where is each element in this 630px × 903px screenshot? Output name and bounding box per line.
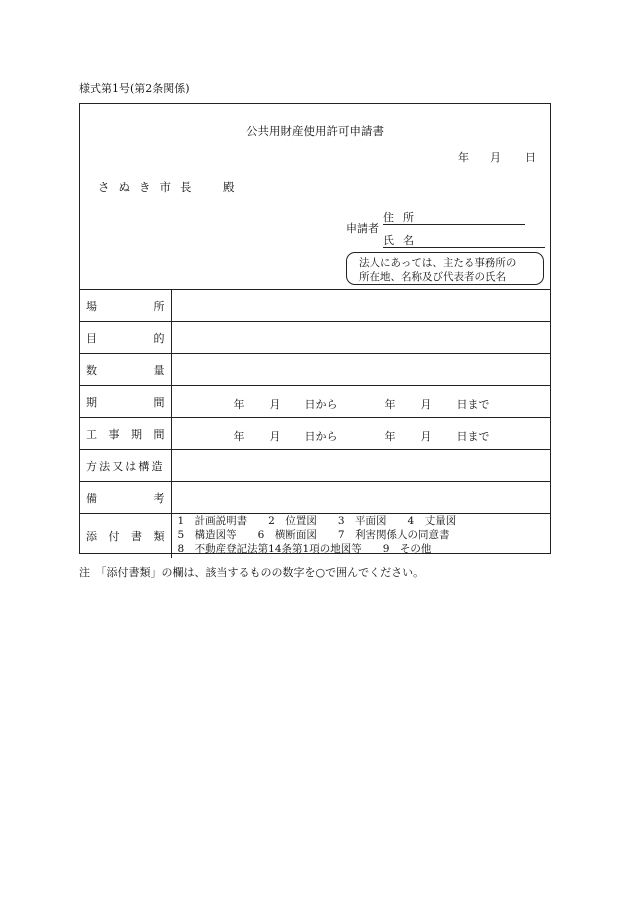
applicant-name-label: 氏名 <box>383 234 423 247</box>
period-start-year: 年 <box>233 398 245 411</box>
label-char: 目 <box>86 331 97 345</box>
construction-end-year: 年 <box>384 430 396 443</box>
field-value-method-structure[interactable] <box>171 450 550 482</box>
table-row <box>80 514 550 559</box>
construction-start-day: 日から <box>304 430 338 443</box>
label-char: 書 <box>131 530 142 543</box>
field-label-method-structure <box>80 450 171 482</box>
label-char: 数 <box>86 363 97 377</box>
field-value-attachments[interactable] <box>171 514 550 559</box>
form-title: 公共用財産使用許可申請書 <box>246 124 384 138</box>
applicant-address-label: 住所 <box>383 211 423 224</box>
construction-start-month: 月 <box>269 430 281 443</box>
label-char: 工 <box>86 427 97 441</box>
label-char: 所 <box>153 299 165 313</box>
label-char: 考 <box>153 491 165 505</box>
corporate-note-line-1: 法人にあっては、主たる事務所の <box>359 257 517 269</box>
construction-end-day: 日まで <box>456 430 490 443</box>
label-char: 期 <box>131 427 142 441</box>
label-char: 方 <box>86 459 99 473</box>
field-value-remarks[interactable] <box>171 482 550 514</box>
label-char: 的 <box>153 331 165 345</box>
label-char: 構 <box>138 459 152 473</box>
field-label-remarks <box>80 482 171 514</box>
period-start-month: 月 <box>269 398 281 411</box>
corporate-note-bracket <box>346 252 544 285</box>
field-value-purpose[interactable] <box>171 322 550 354</box>
honorific: 殿 <box>223 180 235 194</box>
label-char: は <box>125 459 139 473</box>
form-number-label: 様式第1号(第2条関係) <box>79 82 190 95</box>
field-label-location <box>80 290 171 322</box>
label-char: 間 <box>153 427 165 441</box>
field-label-purpose <box>80 322 171 354</box>
applicant-label: 申請者 <box>346 222 379 235</box>
attachment-options-line-3: 8 不動産登記法第14条第1項の地図等 9 その他 <box>177 543 432 555</box>
field-label-period <box>80 386 171 418</box>
label-char: 造 <box>151 459 165 473</box>
label-char: 間 <box>153 395 165 409</box>
label-char: 法 <box>99 459 113 473</box>
label-char: 添 <box>86 530 97 543</box>
table-row <box>80 450 550 482</box>
field-value-location[interactable] <box>171 290 550 322</box>
field-label-quantity <box>80 354 171 386</box>
date-year-label: 年 <box>458 151 469 164</box>
footnote: 注 「添付書類」の欄は、該当するものの数字を○で囲んでください。 <box>79 566 425 579</box>
address-underline <box>383 224 525 225</box>
field-label-construction-period <box>80 418 171 450</box>
table-row <box>80 482 550 514</box>
table-row <box>80 290 550 322</box>
table-row <box>80 386 550 418</box>
attachment-options-line-2: 5 構造図等 6 横断面図 7 利害関係人の同意書 <box>177 529 450 541</box>
table-row <box>80 354 550 386</box>
field-value-period[interactable] <box>171 386 550 418</box>
construction-end-month: 月 <box>420 430 432 443</box>
period-end-day: 日まで <box>456 398 490 411</box>
period-start-day: 日から <box>304 398 338 411</box>
label-char: 又 <box>112 459 126 473</box>
field-value-quantity[interactable] <box>171 354 550 386</box>
period-end-month: 月 <box>420 398 432 411</box>
addressee: さぬき市長 <box>98 180 201 194</box>
corporate-note-line-2: 所在地、名称及び代表者の氏名 <box>359 271 506 283</box>
construction-start-year: 年 <box>233 430 245 443</box>
period-end-year: 年 <box>384 398 396 411</box>
field-label-attachments <box>80 514 171 559</box>
label-char: 付 <box>108 530 120 543</box>
table-row <box>80 322 550 354</box>
table-row <box>80 418 550 450</box>
form-fields-table <box>80 289 550 558</box>
label-char: 期 <box>86 395 97 409</box>
application-form <box>79 103 551 554</box>
field-value-construction-period[interactable] <box>171 418 550 450</box>
label-char: 類 <box>153 530 165 543</box>
attachment-options-line-1: 1 計画説明書 2 位置図 3 平面図 4 丈量図 <box>177 515 457 527</box>
label-char: 場 <box>86 299 97 313</box>
label-char: 事 <box>108 427 120 441</box>
date-month-label: 月 <box>490 151 501 164</box>
label-char: 備 <box>86 491 97 505</box>
date-day-label: 日 <box>525 151 536 164</box>
label-char: 量 <box>153 363 165 377</box>
name-underline <box>383 247 545 248</box>
